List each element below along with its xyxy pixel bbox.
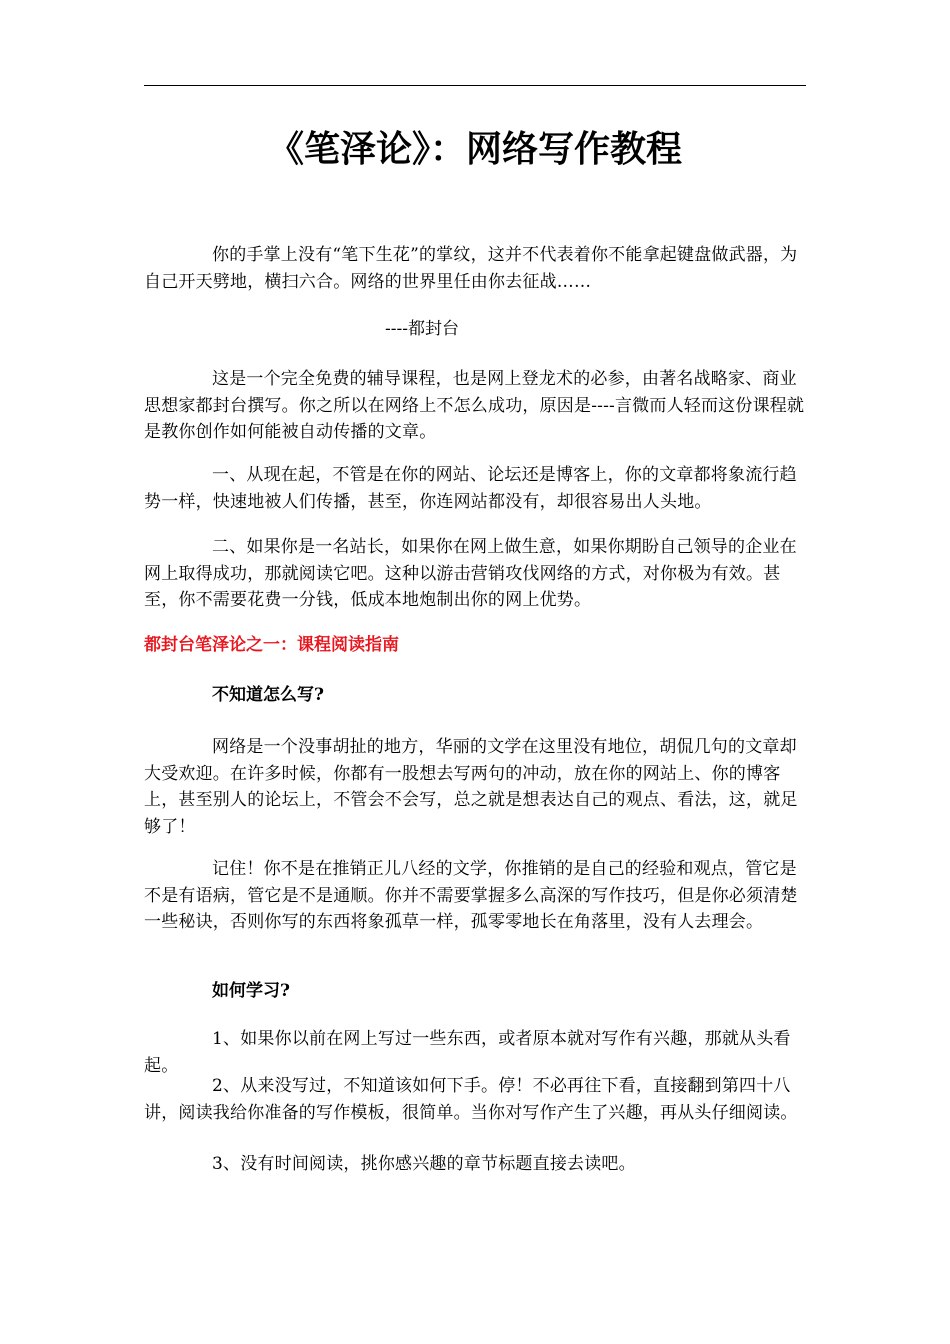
intro-paragraph: 你的手掌上没有“笔下生花”的掌纹，这并不代表着你不能拿起键盘做武器，为自己开天劈地，横扫六合。网络的世界里任由你去征战…… bbox=[144, 245, 798, 292]
body-paragraph-network: 网络是一个没事胡扯的地方，华丽的文学在这里没有地位，胡侃几句的文章却大受欢迎。在许多时候，你都有一股想去写两句的冲动，放在你的网站上、你的博客上，甚至别人的论坛上，不管会不会写，总之就是想表达自己的观点、看法，这，就足够了！ bbox=[144, 737, 798, 837]
document-title: 《笔泽论》：网络写作教程 bbox=[267, 129, 682, 170]
body-paragraph-remember: 记住！你不是在推销正儿八经的文学，你推销的是自己的经验和观点，管它是不是有语病，管它是不是通顺。你并不需要掌握多么高深的写作技巧，但是你必须清楚一些秘诀，否则你写的东西将象孤草一样，孤零零地长在角落里，没有人去理会。 bbox=[144, 859, 798, 932]
header-rule bbox=[144, 85, 806, 86]
section-title: 都封台笔泽论之一：课程阅读指南 bbox=[144, 635, 399, 655]
subheading-how-to-learn: 如何学习? bbox=[212, 981, 290, 1001]
list-item-3: 3、没有时间阅读，挑你感兴趣的章节标题直接去读吧。 bbox=[212, 1154, 636, 1174]
point-one-paragraph: 一、从现在起，不管是在你的网站、论坛还是博客上，你的文章都将象流行趋势一样，快速地被人们传播，甚至，你连网站都没有，却很容易出人头地。 bbox=[144, 465, 797, 512]
list-item-1: 1、如果你以前在网上写过一些东西，或者原本就对写作有兴趣，那就从头看起。 bbox=[144, 1029, 791, 1076]
author-signature: ----都封台 bbox=[385, 319, 459, 339]
point-two-paragraph: 二、如果你是一名站长，如果你在网上做生意，如果你期盼自己领导的企业在网上取得成功，那就阅读它吧。这种以游击营销攻伐网络的方式，对你极为有效。甚至，你不需要花费一分钱，低成本地炮制出你的网上优势。 bbox=[144, 537, 797, 610]
subheading-how-to-write: 不知道怎么写? bbox=[212, 685, 324, 705]
course-description-paragraph: 这是一个完全免费的辅导课程，也是网上登龙术的必参，由著名战略家、商业思想家都封台撰写。你之所以在网络上不怎么成功，原因是----言微而人轻而这份课程就是教你创作如何能被自动传播的文章。 bbox=[144, 369, 805, 442]
list-item-2: 2、从来没写过，不知道该如何下手。停！不必再往下看，直接翻到第四十八讲，阅读我给你准备的写作模板，很简单。当你对写作产生了兴趣，再从头仔细阅读。 bbox=[144, 1076, 798, 1123]
